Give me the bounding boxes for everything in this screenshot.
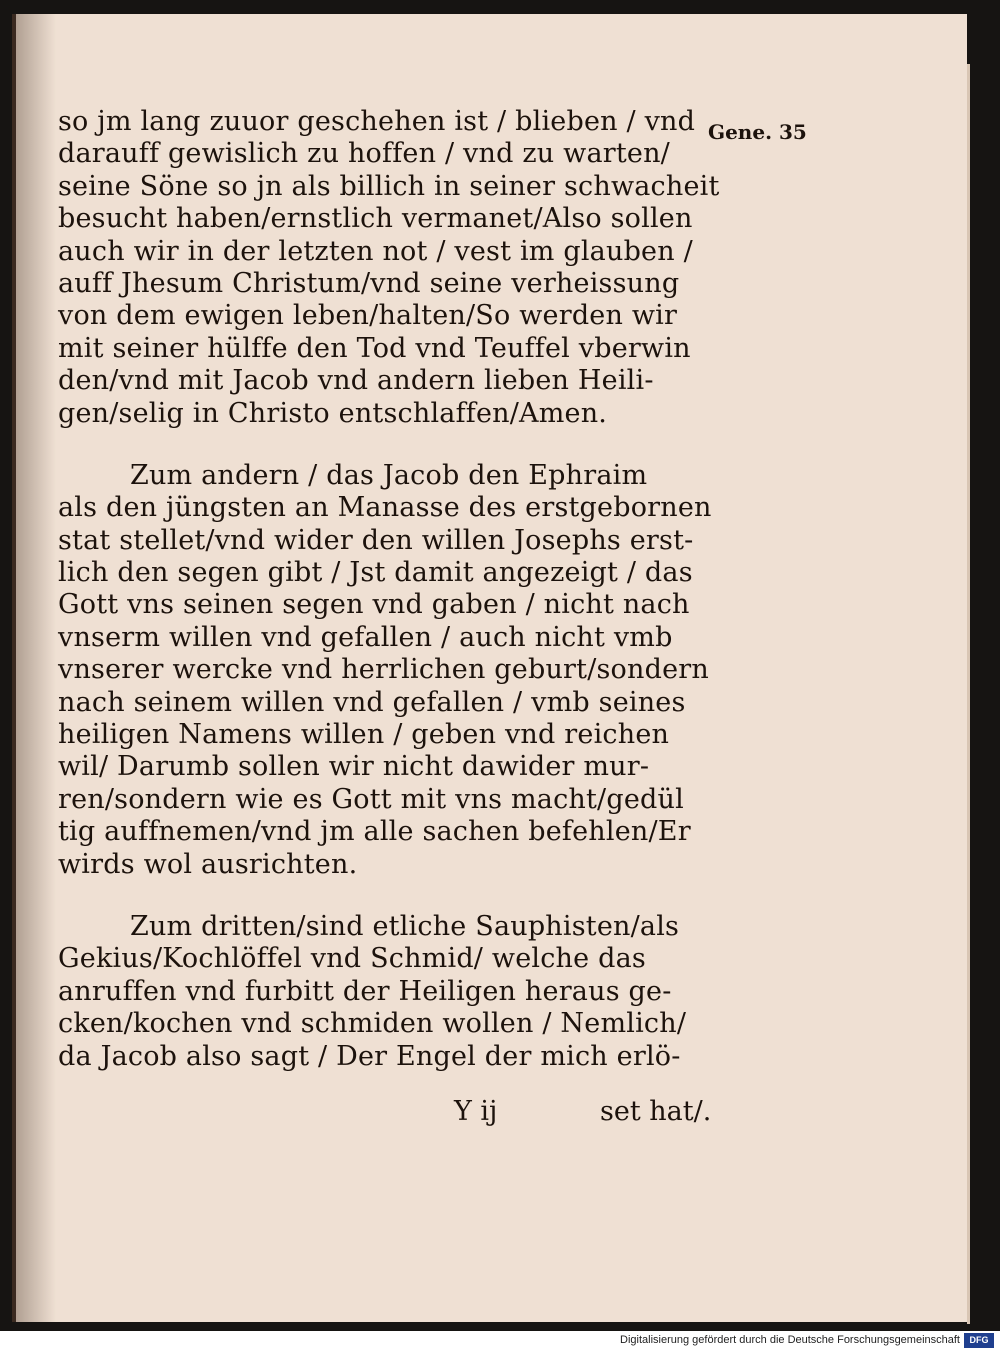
text-line: den/vnd mit Jacob vnd andern lieben Heili- (58, 365, 654, 397)
text-line: gen/selig in Christo entschlaffen/Amen. (58, 397, 608, 429)
text-line: heiligen Namens willen / geben vnd reichen (58, 719, 670, 751)
text-line: vnserer wercke vnd herrlichen geburt/sondern (58, 654, 709, 686)
text-line: so jm lang zuuor geschehen ist / blieben / vnd (58, 106, 696, 137)
funding-credit: Digitalisierung gefördert durch die Deutsche Forschungsgemeinschaft (620, 1334, 960, 1346)
text-line: anruffen vnd furbitt der Heiligen heraus ge- (58, 975, 672, 1007)
text-line: seine Söne so jn als billich in seiner schwacheit (58, 170, 720, 202)
text-line: darauff gewislich zu hoffen / vnd zu warten/ (58, 138, 670, 170)
text-line: mit seiner hülffe den Tod vnd Teuffel vberwin (58, 332, 691, 364)
dfg-logo: DFG (964, 1333, 994, 1348)
text-line: von dem ewigen leben/halten/So werden wir (58, 300, 678, 332)
catchword: set hat/. (600, 1096, 712, 1127)
text-line: Gott vns seinen segen vnd gaben / nicht nach (58, 589, 690, 621)
body-text (58, 106, 728, 1073)
text-line: vnserm willen vnd gefallen / auch nicht vmb (58, 621, 673, 653)
text-line: besucht haben/ernstlich vermanet/Also sollen (58, 203, 693, 235)
text-line: da Jacob also sagt / Der Engel der mich erlö- (58, 1040, 681, 1072)
text-line: tig auffnemen/vnd jm alle sachen befehlen/Er (58, 816, 691, 848)
text-line: Zum dritten/sind etliche Sauphisten/als (130, 910, 680, 942)
book-page (12, 14, 967, 1322)
text-line: Gekius/Kochlöffel vnd Schmid/ welche das (58, 943, 646, 975)
paragraph-gap (58, 881, 728, 911)
paragraph-gap (58, 430, 728, 460)
text-line: auff Jhesum Christum/vnd seine verheissung (58, 267, 680, 299)
text-line: ren/sondern wie es Gott mit vns macht/gedül (58, 783, 684, 815)
text-line: wirds wol ausrichten. (58, 848, 358, 880)
gutter-shadow (16, 14, 56, 1322)
text-line: wil/ Darumb sollen wir nicht dawider mur- (58, 751, 650, 783)
text-line: nach seinem willen vnd gefallen / vmb seines (58, 686, 686, 718)
text-line: lich den segen gibt / Jst damit angezeigt / das (58, 557, 693, 589)
text-line: als den jüngsten an Manasse des erstgebornen (58, 492, 712, 524)
text-line: cken/kochen vnd schmiden wollen / Nemlich/ (58, 1008, 687, 1040)
digitization-footer (0, 1331, 1000, 1352)
text-line: stat stellet/vnd wider den willen Josephs erst- (58, 524, 694, 556)
text-line: auch wir in der letzten not / vest im glauben / (58, 235, 693, 267)
margin-reference-note: Gene. 35 (708, 120, 807, 144)
signature-mark: Y ij (454, 1096, 498, 1127)
text-line: Zum andern / das Jacob den Ephraim (130, 459, 648, 491)
